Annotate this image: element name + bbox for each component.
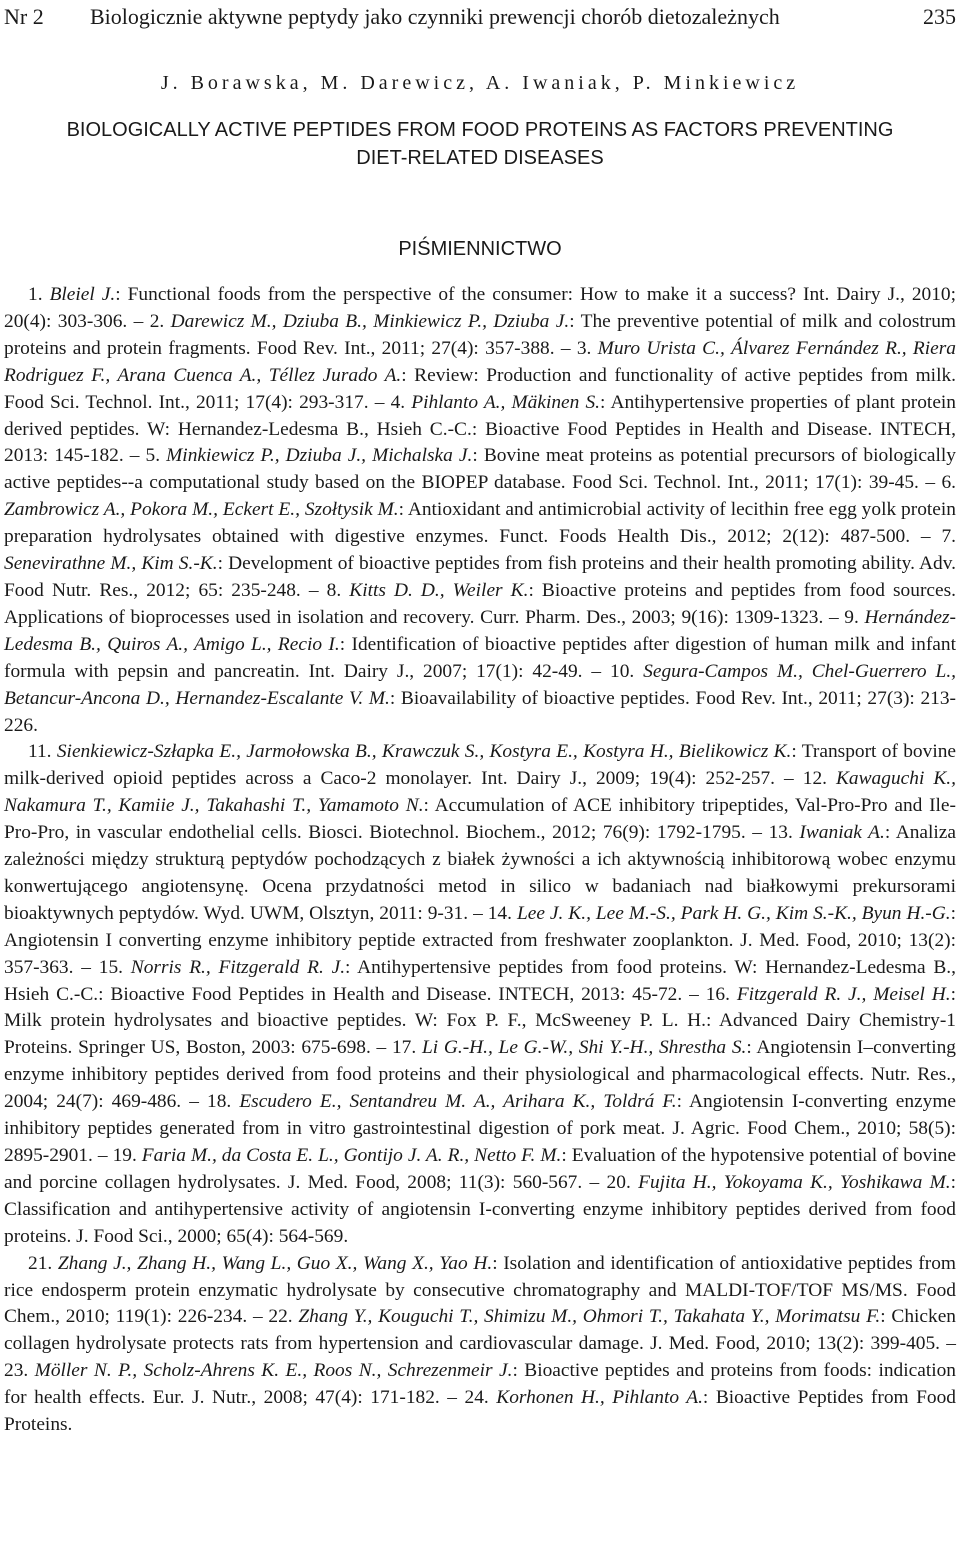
reference-text: : Angiotensin I–converting enzyme inhibitory peptides derived from food proteins and their physiological and pharmacological effects. Nutr. Res., 2004; 24(7): 469-486. bbox=[4, 1037, 957, 1113]
reference-number: 11. bbox=[28, 741, 57, 763]
reference-text: : Transport of bovine milk-derived opioid peptides across a Caco-2 monolayer. Int. Dairy J., 2009; 19(4): 252-257. bbox=[4, 741, 957, 790]
reference-authors: Bleiel J. bbox=[49, 284, 116, 305]
reference-number: 4. bbox=[390, 391, 412, 413]
reference-authors: Kitts D. D., Weiler K. bbox=[349, 579, 529, 601]
reference-text: : Antihypertensive properties of plant protein derived peptides. W: Hernandez-Ledesma B., Hsieh C.-C.: Bioactive Food Peptides in Health and Disease. INTECH, 2013: 145-182. bbox=[4, 391, 957, 467]
reference-number: 14. bbox=[487, 902, 517, 924]
reference-text: : Bioavailability of bioactive peptides. Food Rev. Int., 2011; 27(3): 213-226. bbox=[4, 687, 957, 736]
article-title bbox=[0, 116, 960, 172]
reference-authors: Li G.-H., Le G.-W., Shi Y.-H., Shrestha S. bbox=[421, 1037, 747, 1059]
title-line: DIET-RELATED DISEASES bbox=[356, 147, 604, 169]
reference-number: 9. bbox=[844, 606, 865, 628]
reference-text: : Analiza zależności między strukturą peptydów pochodzących z białek żywności a ich aktywnością inhibitorową wobec enzymu konwertującego angiotensynę. Ocena przydatności metod in silico w badaniach nad białkowymi prekursorami bioaktywnych peptydów. Wyd. UWM, Olsztyn, 2011: 9-31. bbox=[4, 822, 957, 924]
reference-number: 2. bbox=[149, 310, 171, 332]
reference-text: : Bioactive Peptides from Food Proteins. bbox=[4, 1387, 956, 1436]
page-number: 235 bbox=[923, 4, 956, 29]
reference-item bbox=[4, 445, 956, 493]
reference-text: : Angiotensin I converting enzyme inhibitory peptide extracted from freshwater zooplankton. J. Med. Food, 2010; 13(2): 357-363. bbox=[4, 902, 957, 978]
reference-text: : Chicken collagen hydrolysate protects rats from hypertension and cardiovascular damage. J. Med. Food, 2010; 13(2): 399-405. bbox=[4, 1306, 957, 1355]
reference-number: 17. bbox=[391, 1037, 422, 1059]
reference-authors: Minkiewicz P., Dziuba J., Michalska J. bbox=[166, 445, 473, 467]
running-header bbox=[4, 0, 956, 34]
reference-authors: Möller N. P., Scholz-Ahrens K. E., Roos N., Schrezenmeir J. bbox=[34, 1360, 513, 1382]
reference-number: 20. bbox=[606, 1171, 639, 1193]
reference-text: : Antihypertensive peptides from food proteins. W: Hernandez-Ledesma B., Hsieh C.-C.: Bioactive Food Peptides in Health and Disease. INTECH, 2013: 45-72. bbox=[4, 956, 957, 1005]
reference-authors: Kawaguchi K., Nakamura T., Kamiie J., Takahashi T., Yamamoto N. bbox=[4, 768, 956, 817]
reference-authors: Escudero E., Sentandreu M. A., Arihara K., Toldrá F. bbox=[239, 1091, 677, 1113]
reference-authors: Zhang Y., Kouguchi T., Shimizu M., Ohmori T., Takahata Y., Morimatsu F. bbox=[298, 1306, 881, 1328]
title-line: BIOLOGICALLY ACTIVE PEPTIDES FROM FOOD PROTEINS AS FACTORS PREVENTING bbox=[66, 119, 894, 141]
reference-authors: Sienkiewicz-Szłapka E., Jarmołowska B., Krawczuk S., Kostyra E., Kostyra H., Bielikowicz K. bbox=[56, 741, 792, 763]
reference-authors: Zambrowicz A., Pokora M., Eckert E., Szołtysik M. bbox=[4, 499, 399, 521]
reference-authors: Iwaniak A. bbox=[799, 822, 885, 844]
reference-authors: Pihlanto A., Mäkinen S. bbox=[411, 391, 601, 413]
reference-authors: Lee J. K., Lee M.-S., Park H. G., Kim S.-K., Byun H.-G. bbox=[516, 902, 951, 924]
reference-number: 10. bbox=[610, 660, 644, 682]
reference-number: 3. bbox=[576, 337, 598, 359]
reference-text: : Angiotensin I-converting enzyme inhibitory peptides generated from in vitro gastrointestinal digestion of pork meat. J. Agric. Food Chem., 2010; 58(5): 2895-2901. bbox=[4, 1091, 957, 1166]
reference-number: 23. bbox=[4, 1360, 35, 1382]
reference-text: : Classification and antihypertensive activity of angiotensin I-converting enzyme inhibitory peptides derived from food proteins. J. Food Sci., 2000; 65(4): 564-569. bbox=[4, 1171, 956, 1247]
reference-authors: Norris R., Fitzgerald R. J. bbox=[130, 956, 346, 978]
reference-number: 12. bbox=[802, 768, 836, 790]
reference-text: : Development of bioactive peptides from fish proteins and their health promoting ability. Adv. Food Nutr. Res., 2012; 65: 235-248. bbox=[4, 553, 956, 601]
reference-text: : Review: Production and functionality of active peptides from milk. Food Sci. Technol. Int., 2011; 17(4): 293-317. bbox=[4, 364, 956, 413]
section-heading: PIŚMIENNICTWO bbox=[398, 238, 562, 260]
reference-number: 15. bbox=[98, 956, 131, 978]
reference-authors: Korhonen H., Pihlanto A. bbox=[496, 1387, 703, 1409]
reference-text: : Functional foods from the perspective of the consumer: How to make it a success? Int. Dairy J., 2010; 20(4): 303-306. bbox=[4, 284, 956, 332]
reference-number: 22. bbox=[268, 1306, 299, 1328]
reference-text: : Evaluation of the hypotensive potential of bovine and porcine collagen hydrolysates. J. Med. Food, 2008; 11(3): 560-567. bbox=[4, 1145, 957, 1193]
reference-authors: Fitzgerald R. J., Meisel H. bbox=[736, 983, 951, 1005]
reference-text: : Bioactive proteins and peptides from food sources. Applications of bioprocesses used in isolation and recovery. Curr. Pharm. Des., 2003; 9(16): 1309-1323. bbox=[4, 579, 957, 628]
reference-text: : Milk protein hydrolysates and bioactive peptides. W: Fox P. F., McSweeney P. L. H.: Advanced Dairy Chemistry-1 Proteins. Springer US, Boston, 2003: 675-698. bbox=[4, 983, 957, 1059]
reference-number: 13. bbox=[768, 822, 800, 844]
reference-authors: Muro Urista C., Álvarez Fernández R., Riera Rodriguez F., Arana Cuenca A., Téllez Jurado A. bbox=[4, 337, 956, 386]
reference-authors: Fujita H., Yokoyama K., Yoshikawa M. bbox=[638, 1171, 951, 1193]
reference-paragraph: 11. Sienkiewicz-Szłapka E., Jarmołowska B., Krawczuk S., Kostyra E., Kostyra H., Bielikowicz K.: Transport of bovine milk-derived opioid peptides across a Caco-2 monolayer. Int. Dairy J., 2009; 19(4): 252-257. – 12. Kawaguchi K., Nakamura T., Kamiie J., Takahashi T., Yamamoto N.: Accumulation of ACE inhibitory tripeptides, Val-Pro-Pro and Ile-Pro-Pro, in vascular endothelial cells. Biosci. Biotechnol. Biochem., 2012; 76(9): 1792-1795. – 13. Iwaniak A.: Analiza zależności między strukturą peptydów pochodzących z białek żywności a ich aktywnością inhibitorową wobec enzymu konwertującego angiotensynę. Ocena przydatności metod in silico w badaniach nad białkowymi prekursorami bioaktywnych peptydów. Wyd. UWM, Olsztyn, 2011: 9-31. – 14. Lee J. K., Lee M.-S., Park H. G., Kim S.-K., Byun H.-G.: Angiotensin I converting enzyme inhibitory peptide extracted from freshwater zooplankton. J. Med. Food, 2010; 13(2): 357-363. – 15. Norris R., Fitzgerald R. J.: Antihypertensive peptides from food proteins. W: Hernandez-Ledesma B., Hsieh C.-C.: Bioactive Food Peptides in Health and Disease. INTECH, 2013: 45-72. – 16. Fitzgerald R. J., Meisel H.: Milk protein hydrolysates and bioactive peptides. W: Fox P. F., McSweeney P. L. H.: Advanced Dairy Chemistry-1 Proteins. Springer US, Boston, 2003: 675-698. – 17. Li G.-H., Le G.-W., Shi Y.-H., Shrestha S.: Angiotensin I–converting enzyme inhibitory peptides derived from food proteins and their physiological and pharmacological effects. Nutr. Res., 2004; 24(7): 469-486. – 18. Escudero E., Sentandreu M. A., Arihara K., Toldrá F.: Angiotensin I-converting enzyme inhibitory peptides generated from in vitro gastrointestinal digestion of pork meat. J. Agric. Food Chem., 2010; 58(5): 2895-2901. – 19. Faria M., da Costa E. L., Gontijo J. A. R., Netto F. M.: Evaluation of the hypotensive potential of bovine and porcine collagen hydrolysates. J. Med. Food, 2008; 11(3): 560-567. – 20. Fujita H., Yokoyama K., Yoshikawa M.: Classification and antihypertensive activity of angiotensin I-converting enzyme inhibitory peptides derived from food proteins. J. Food Sci., 2000; 65(4): 564-569. bbox=[4, 741, 957, 1247]
reference-authors: Faria M., da Costa E. L., Gontijo J. A. R., Netto F. M. bbox=[141, 1145, 562, 1166]
reference-number: 19. bbox=[112, 1145, 142, 1166]
reference-text: : Bioactive peptides and proteins from foods: indication for health effects. Eur. J. Nutr., 2008; 47(4): 171-182. bbox=[4, 1360, 956, 1409]
reference-authors: Darewicz M., Dziuba B., Minkiewicz P., Dziuba J. bbox=[170, 310, 570, 332]
reference-authors: Segura-Campos M., Chel-Guerrero L., Betancur-Ancona D., Hernandez-Escalante V. M. bbox=[4, 660, 957, 709]
reference-authors: Senevirathne M., Kim S.-K. bbox=[4, 553, 218, 575]
reference-text: : Antioxidant and antimicrobial activity of lecithin free egg yolk protein preparation hydrolysates obtained with digestive enzymes. Funct. Foods Health Dis., 2012; 2(12): 487-500. bbox=[4, 499, 956, 548]
reference-text: : Accumulation of ACE inhibitory tripeptides, Val-Pro-Pro and Ile-Pro-Pro, in vascular endothelial cells. Biosci. Biotechnol. Biochem., 2012; 76(9): 1792-1795. bbox=[4, 795, 956, 844]
reference-paragraph: 1. Bleiel J.: Functional foods from the perspective of the consumer: How to make it a success? Int. Dairy J., 2010; 20(4): 303-306. – 2. Darewicz M., Dziuba B., Minkiewicz P., Dziuba J.: The preventive potential of milk and colostrum proteins and protein fragments. Food Rev. Int., 2011; 27(4): 357-388. – 3. Muro Urista C., Álvarez Fernández R., Riera Rodriguez F., Arana Cuenca A., Téllez Jurado A.: Review: Production and functionality of active peptides from milk. Food Sci. Technol. Int., 2011; 17(4): 293-317. – 4. Pihlanto A., Mäkinen S.: Antihypertensive properties of plant protein derived peptides. W: Hernandez-Ledesma B., Hsieh C.-C.: Bioactive Food Peptides in Health and Disease. INTECH, 2013: 145-182. – 5. Minkiewicz P., Dziuba J., Michalska J.: Bovine meat proteins as potential precursors of biologically active peptides--a computational study based on the BIOPEP database. Food Sci. Technol. Int., 2011; 17(1): 39-45. – 6. Zambrowicz A., Pokora M., Eckert E., Szołtysik M.: Antioxidant and antimicrobial activity of lecithin free egg yolk protein preparation hydrolysates obtained with digestive enzymes. Funct. Foods Health Dis., 2012; 2(12): 487-500. – 7. Senevirathne M., Kim S.-K.: Development of bioactive peptides from fish proteins and their health promoting ability. Adv. Food Nutr. Res., 2012; 65: 235-248. – 8. Kitts D. D., Weiler K.: Bioactive proteins and peptides from food sources. Applications of bioprocesses used in isolation and recovery. Curr. Pharm. Des., 2003; 9(16): 1309-1323. – 9. Hernández-Ledesma B., Quiros A., Amigo L., Recio I.: Identification of bioactive peptides after digestion of human milk and infant formula with pepsin and pancreatin. Int. Dairy J., 2007; 17(1): 42-49. – 10. Segura-Campos M., Chel-Guerrero L., Betancur-Ancona D., Hernandez-Escalante V. M.: Bioavailability of bioactive peptides. Food Rev. Int., 2011; 27(3): 213-226. bbox=[4, 284, 957, 736]
reference-list bbox=[4, 282, 956, 1439]
reference-number: 21. bbox=[28, 1252, 58, 1274]
reference-number: 18. bbox=[207, 1091, 240, 1113]
article-authors: J. Borawska, M. Darewicz, A. Iwaniak, P. Minkiewicz bbox=[160, 72, 800, 94]
reference-text: : Identification of bioactive peptides after digestion of human milk and infant formula with pepsin and pancreatin. Int. Dairy J., 2007; 17(1): 42-49. bbox=[4, 633, 956, 682]
issue-number: Nr 2 bbox=[4, 4, 44, 29]
reference-authors: Zhang J., Zhang H., Wang L., Guo X., Wang X., Yao H. bbox=[57, 1252, 493, 1274]
reference-text: : Isolation and identification of antioxidative peptides from rice endosperm protein enzymatic hydrolysate by consecutive chromatography and MALDI-TOF/TOF MS/MS. Food Chem., 2010; 119(1): 226-234. bbox=[4, 1252, 956, 1328]
reference-number: 5. bbox=[145, 445, 167, 467]
running-title: Biologicznie aktywne peptydy jako czynniki prewencji chorób dietozależnych bbox=[90, 4, 780, 29]
reference-authors: Hernández-Ledesma B., Quiros A., Amigo L., Recio I. bbox=[4, 606, 957, 655]
reference-paragraph: 21. Zhang J., Zhang H., Wang L., Guo X., Wang X., Yao H.: Isolation and identification of antioxidative peptides from rice endosperm protein enzymatic hydrolysate by consecutive chromatography and MALDI-TOF/TOF MS/MS. Food Chem., 2010; 119(1): 226-234. – 22. Zhang Y., Kouguchi T., Shimizu M., Ohmori T., Takahata Y., Morimatsu F.: Chicken collagen hydrolysate protects rats from hypertension and cardiovascular damage. J. Med. Food, 2010; 13(2): 399-405. – 23. Möller N. P., Scholz-Ahrens K. E., Roos N., Schrezenmeir J.: Bioactive peptides and proteins from foods: indication for health effects. Eur. J. Nutr., 2008; 47(4): 171-182. – 24. Korhonen H., Pihlanto A.: Bioactive Peptides from Food Proteins. bbox=[4, 1252, 957, 1436]
reference-text: : Bovine meat proteins as potential precursors of biologically active peptides--a computational study based on the BIOPEP database. Food Sci. Technol. Int., 2011; 17(1): 39-45. bbox=[4, 445, 957, 494]
reference-number: 24. bbox=[464, 1387, 497, 1409]
reference-number: 7. bbox=[941, 526, 956, 548]
reference-number: 6. bbox=[941, 472, 957, 494]
reference-number: 8. bbox=[326, 579, 350, 601]
reference-number: 16. bbox=[705, 983, 737, 1005]
reference-text: : The preventive potential of milk and colostrum proteins and protein fragments. Food Rev. Int., 2011; 27(4): 357-388. bbox=[4, 310, 956, 359]
reference-number: 1. bbox=[28, 284, 50, 305]
